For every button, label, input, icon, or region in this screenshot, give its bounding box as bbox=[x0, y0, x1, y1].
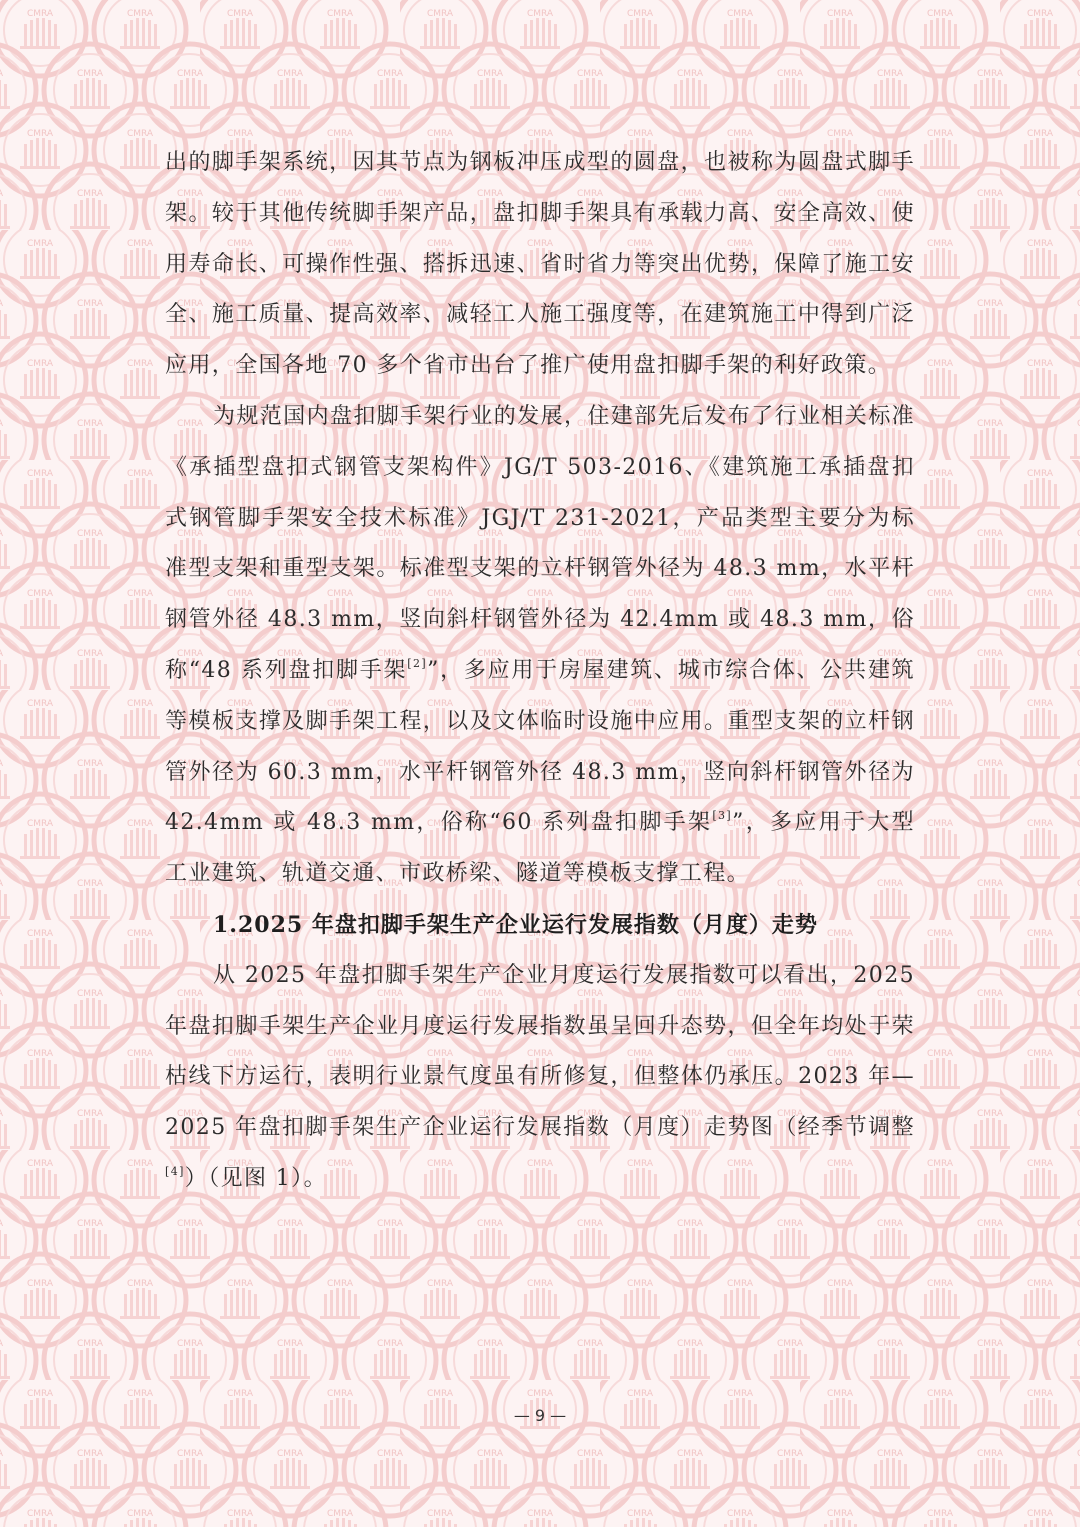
reference-superscript: [4] bbox=[165, 1164, 185, 1178]
paragraph-text: 出的脚手架系统，因其节点为钢板冲压成型的圆盘，也被称为圆盘式脚手架。较于其他传统脚手架产品，盘扣脚手架具有承载力高、安全高效、使用寿命长、可操作性强、搭拆迅速、省时省力等突出优势，保障了施工安全、施工质量、提高效率、减轻工人施工强度等，在建筑施工中得到广泛应用，全国各地 70 多个省市出台了推广使用盘扣脚手架的利好政策。 bbox=[165, 150, 915, 379]
paragraphs-before-heading bbox=[165, 138, 915, 900]
section-heading: 1.2025 年盘扣脚手架生产企业运行发展指数（月度）走势 bbox=[213, 911, 818, 938]
reference-superscript: [2] bbox=[407, 656, 428, 670]
paragraph-text: 从 2025 年盘扣脚手架生产企业月度运行发展指数可以看出，2025 年盘扣脚手架生产企业月度运行发展指数虽呈回升态势，但全年均处于荣枯线下方运行，表明行业景气度虽有所修复，但整体仍承压。2023 年—2025 年盘扣脚手架生产企业运行发展指数（月度）走势图（经季节调整 bbox=[165, 962, 915, 1141]
paragraph-p1 bbox=[165, 138, 915, 392]
reference-superscript: [3] bbox=[712, 809, 733, 823]
paragraph-text: ）（见图 1）。 bbox=[184, 1165, 327, 1191]
paragraph-text: ”，多应用于房屋建筑、城市综合体、公共建筑等模板支撑及脚手架工程，以及文体临时设施中应用。重型支架的立杆钢管外径为 60.3 mm，水平杆钢管外径 48.3 mm，竖向斜杆钢管外径为 42.4mm 或 48.3 mm，俗称“60 系列盘扣脚手架 bbox=[165, 657, 915, 836]
paragraph-text: 为规范国内盘扣脚手架行业的发展，住建部先后发布了行业相关标准《承插型盘扣式钢管支架构件》JG/T 503-2016、《建筑施工承插盘扣式钢管脚手架安全技术标准》JGJ/T 231-2021，产品类型主要分为标准型支架和重型支架。标准型支架的立杆钢管外径为 48.3 mm，水平杆钢管外径 48.3 mm，竖向斜杆钢管外径为 42.4mm 或 48.3 mm，俗称“48 系列盘扣脚手架 bbox=[165, 403, 916, 683]
document-body bbox=[165, 138, 915, 1205]
paragraphs-after-heading bbox=[165, 951, 915, 1205]
paragraph-text: ”，多应用于大型工业建筑、轨道交通、市政桥梁、隧道等模板支撑工程。 bbox=[165, 810, 915, 887]
paragraph-p3 bbox=[165, 951, 915, 1205]
paragraph-p2 bbox=[165, 392, 915, 900]
page-number: — 9 — bbox=[513, 1406, 567, 1425]
